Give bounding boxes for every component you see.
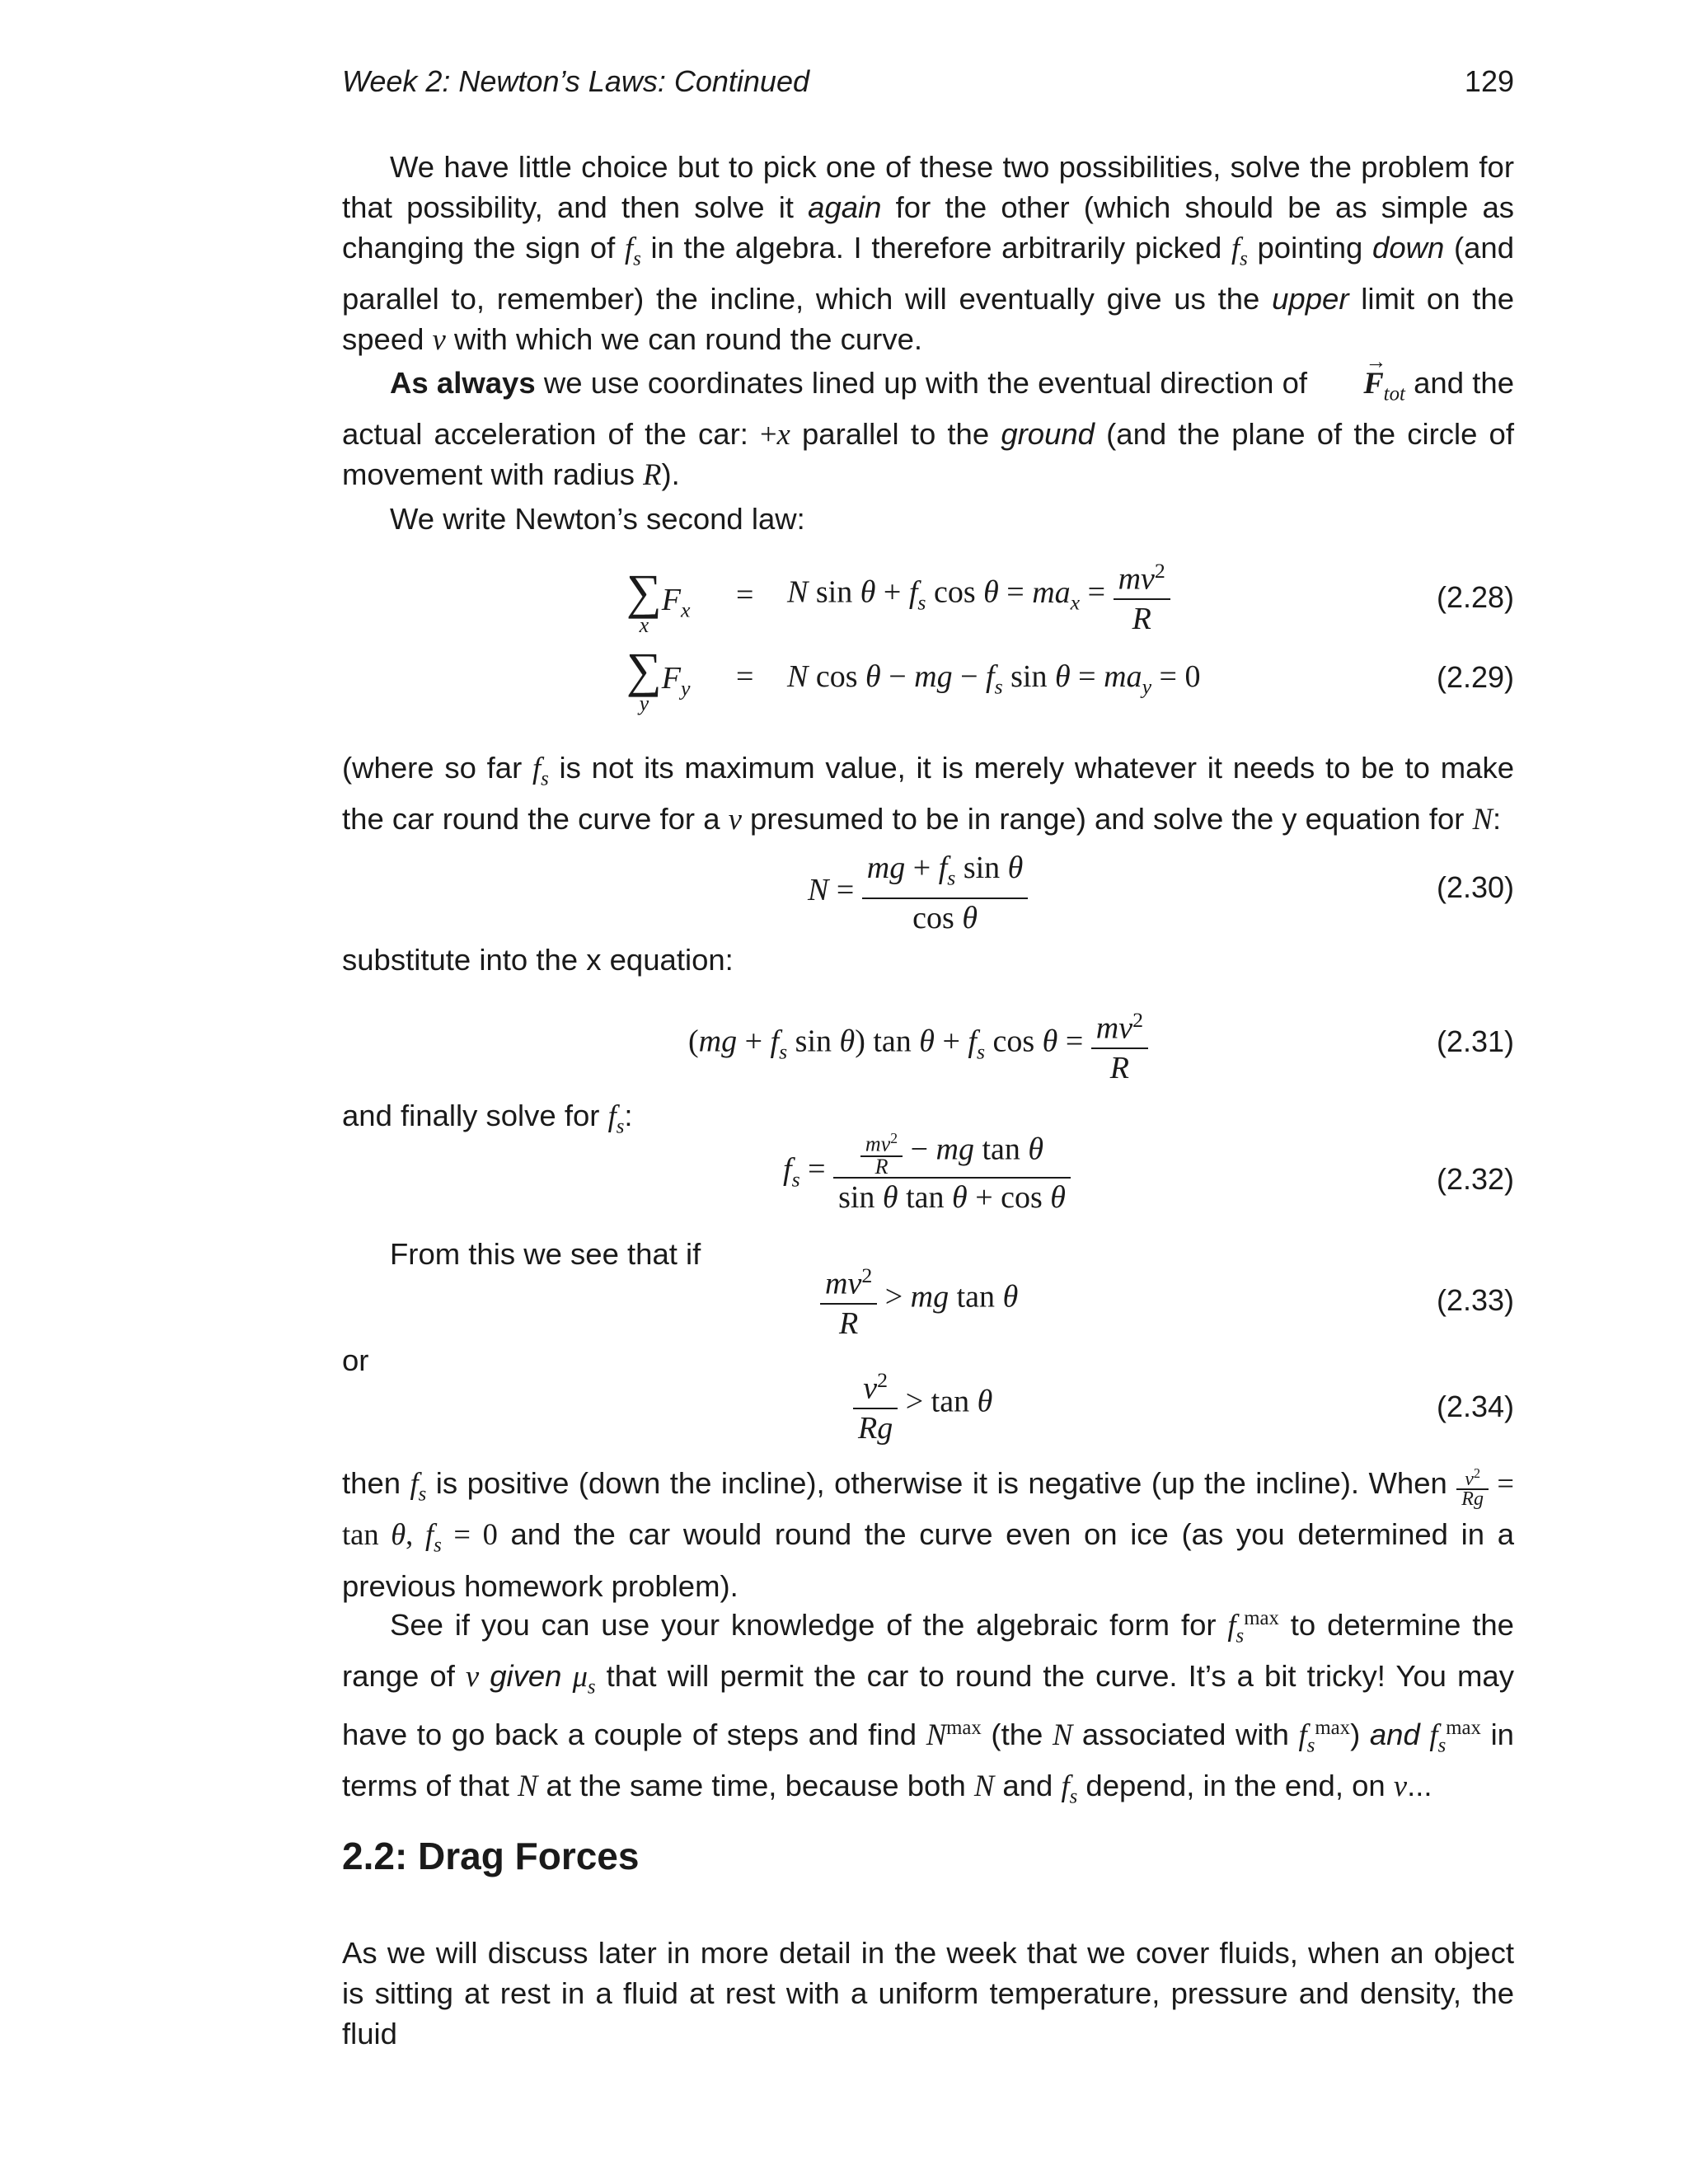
paragraph-drag-intro: As we will discuss later in more detail in the week that we cover fluids, when an object is sitting at rest in a fluid at rest with a uniform temperature, pressure and density, the fluid: [342, 1936, 1514, 2050]
paragraph-exercise: See if you can use your knowledge of the algebraic form for $f_s^{max}$ to determine the range of v given $\mu_s$ that will permit the car to round the curve. It’s a bit tricky! You may have to go back a couple of steps and find $N^{max}$ (the N associated with $f_s^{max}$) and $f_s^{max}$ in terms of that N at the same time, because both N and $f_s$ depend, in the end, on v...: [342, 1607, 1514, 1808]
section-heading: 2.2: Drag Forces: [342, 1835, 640, 1877]
equation-number: (2.30): [1436, 870, 1514, 904]
equation-number: (2.31): [1436, 1024, 1514, 1058]
paragraph-substitute: substitute into the x equation:: [342, 943, 734, 977]
equation-2-32: $f_s$ = $\frac{mv^2}{R}$ − mg tan θ sin θ tan θ + cos θ (2.32): [342, 1127, 1514, 1226]
equation-number: (2.34): [1436, 1390, 1514, 1423]
equation-2-29: ∑ y $F_y$ = N cos θ − mg − $f_s$ $\sin \theta = ma_y = 0$ (2.29): [626, 643, 1514, 715]
paragraph-solve-fs: and finally solve for $f_s$:: [342, 1099, 633, 1138]
running-header: [342, 64, 1514, 102]
equation-2-34: $\frac{v^2}{Rg}$ > tan θ (2.34): [342, 1361, 1514, 1452]
equation-number: (2.29): [1436, 660, 1514, 694]
equation-number: (2.33): [1436, 1283, 1514, 1317]
paragraph-choice: We have little choice but to pick one of these two possibilities, solve the problem for that possibility, and then solve it again for the other (which should be as simple as changing the sign of $f_s$ in the algebra. I therefore arbitrarily picked $f_s$ pointing down (and parallel to, remember) the incline, which will eventually give us the upper limit on the speed v with which we can round the curve.: [342, 150, 1515, 357]
equation-number: (2.28): [1436, 580, 1514, 614]
paragraph-solve-normal: (where so far $f_s$ is not its maximum value, it is merely whatever it needs to be to make the car round the curve for a v presumed to be in range) and solve the y equation for N:: [342, 751, 1514, 837]
page-number: 129: [1464, 64, 1514, 98]
equation-2-31: ($mg + f_s$ sin θ) $\tan \theta + f_s$ cos θ = $\frac{mv^2}{R}$ (2.31): [342, 1001, 1514, 1092]
paragraph-then-fs: then $f_s$ is positive (down the incline), otherwise it is negative (up the incline). When $\frac{v^2}{Rg}$ = tan θ, $f_s = 0$ and the car would round the curve even on ice (as you determined in a previous homework problem).: [342, 1465, 1515, 1603]
equation-number: (2.32): [1436, 1162, 1514, 1196]
equation-2-30: N = $\frac{mg + f_s \sin \theta}{\text{cos θ}}$ (2.30): [808, 851, 1514, 935]
paragraph-from-this: From this we see that if: [390, 1237, 701, 1271]
header-title: Week 2: Newton’s Laws: Continued: [342, 64, 809, 98]
equation-2-28: ∑ x $F_x$ = N $\sin \theta + f_s$ $\cos \theta = ma_x$ = $\frac{mv^2}{R}$ (2.28): [342, 552, 1514, 651]
paragraph-or: or: [342, 1343, 369, 1377]
paragraph-coordinates: As always we use coordinates lined up with the eventual direction of → $F_{tot}$ and the actual acceleration of the car: +x parallel to the ground (and the plane of the circle of movement with radius R).: [342, 363, 1514, 494]
paragraph-newton-intro: We write Newton’s second law:: [390, 502, 805, 536]
equation-2-33: $\frac{mv^2}{R}$ > mg tan θ (2.33): [342, 1257, 1514, 1347]
